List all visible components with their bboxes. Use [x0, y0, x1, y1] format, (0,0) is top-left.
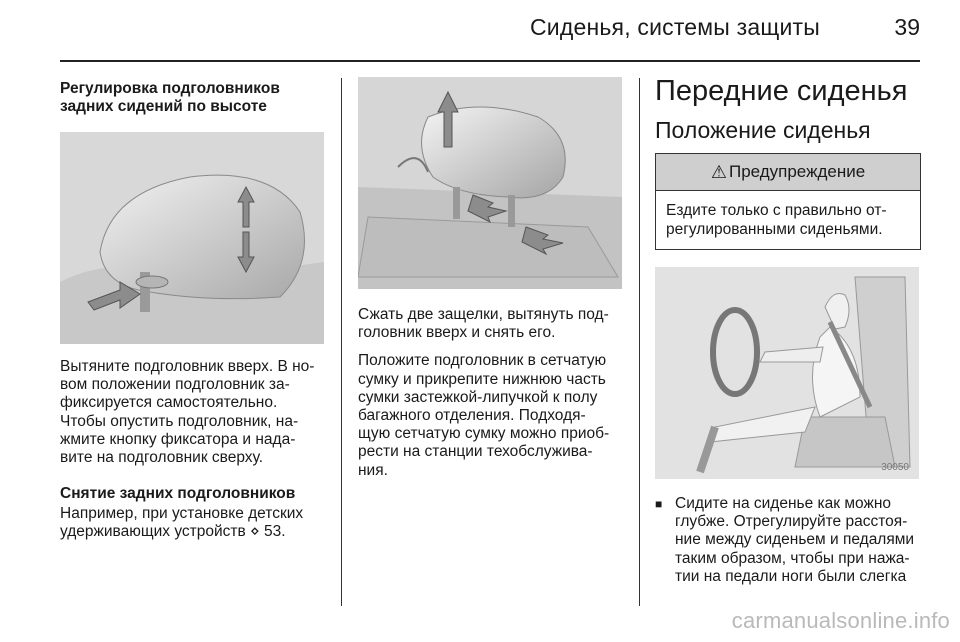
paragraph-child-restraints: Например, при установке детских удерживающих устройств ⋄ 53.	[60, 505, 304, 541]
paragraph-pull-headrest: Вытяните подголовник вверх. В но- вом положении подголовник за- фиксируется самостоятельно. Чтобы опустить подголовник, на- жмите кнопку фиксатора и нада- вите на подголовник сверху.	[60, 358, 315, 467]
warning-header	[656, 154, 920, 191]
section-heading-front-seats: Передние сиденья	[655, 75, 908, 107]
watermark: carmanualsonline.info	[731, 608, 950, 633]
warning-title: Предупреждение	[728, 162, 866, 181]
section-subheading-seat-position: Положение сиденья	[655, 117, 871, 143]
column-divider-1	[341, 78, 342, 606]
warning-text: Ездите только с правильно от- регулированными сиденьями.	[666, 202, 887, 238]
paragraph-net-bag: Положите подголовник в сетчатую сумку и прикрепите нижнюю часть сумки застежкой-липучкой к полу багажного отделения. Подходя- щую сетчатую сумку можно приоб- рести на станции техобслужива- ния.	[358, 352, 610, 479]
paragraph-press-latches: Сжать две защелки, вытянуть под- головник вверх и снять его.	[358, 306, 609, 342]
page-number: 39	[894, 14, 920, 40]
column-1	[60, 80, 326, 542]
bullet-sit-deep	[655, 495, 921, 586]
warning-triangle-icon: ⚠	[710, 161, 727, 182]
section-subhead-rear-headrest-height: Регулировка подголовников задних сидений по высоте	[60, 80, 280, 115]
column-divider-2	[639, 78, 640, 606]
header-rule	[60, 60, 920, 62]
figure-code: 30050	[881, 462, 909, 473]
driver-seat-position-illustration	[655, 267, 919, 479]
bullet-text: Сидите на сиденье как можно глубже. Отрегулируйте расстоя- ние между сиденьем и педалями таким образом, чтобы при нажа- тии на педали ноги были слегка	[675, 495, 915, 585]
column-2	[358, 77, 624, 480]
driver-seat-svg	[655, 267, 919, 479]
warning-box	[655, 153, 921, 250]
headrest-removal-illustration	[358, 77, 622, 289]
headrest-adjust-svg	[60, 132, 324, 344]
section-subhead-remove-rear-headrest: Снятие задних подголовников	[60, 485, 296, 503]
headrest-removal-svg	[358, 77, 622, 289]
header-title: Сиденья, системы защиты	[529, 14, 820, 40]
headrest-adjust-illustration	[60, 132, 324, 344]
bullet-square-icon: ■	[655, 497, 663, 511]
column-3	[655, 74, 921, 586]
